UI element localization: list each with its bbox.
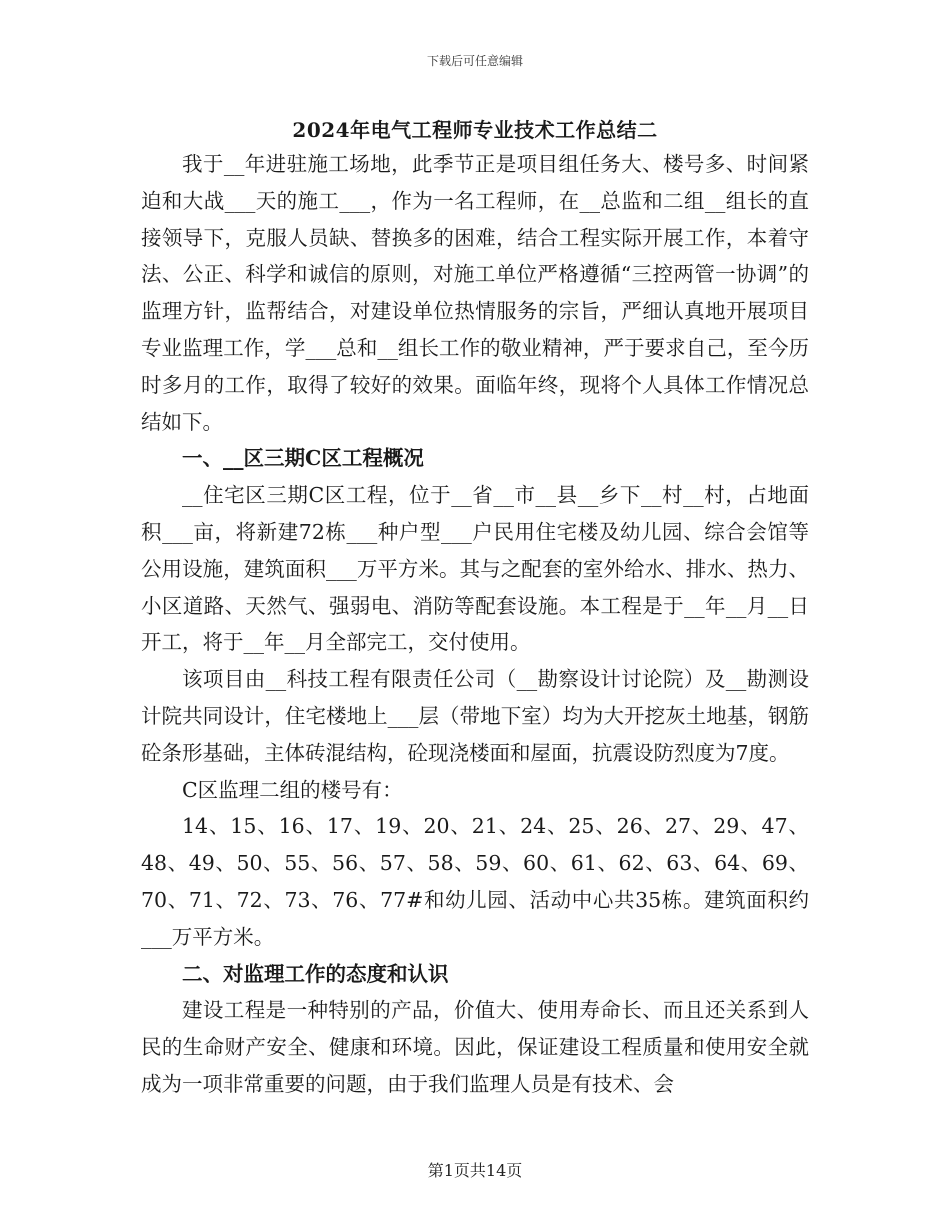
section-heading-1: 一、__区三期C区工程概况 xyxy=(182,446,424,471)
intro-paragraph: 我于__年进驻施工场地，此季节正是项目组任务大、楼号多、时间紧迫和大战___天的施工___，作为一名工程师，在__总监和二组__组长的直接领导下，克服人员缺、替换多的困难，结合工程实际开展工作，本着守法、公正、科学和诚信的原则，对施工单位严格遵循“三控两管一协调”的监理方针，监帮结合，对建设单位热情服务的宗旨，严细认真地开展项目专业监理工作，学___总和__组长工作的敬业精神，严于要求自己，至今历时多月的工作，取得了较好的效果。面临年终，现将个人具体工作情况总结如下。 xyxy=(141,152,809,434)
page-footer: 第1页共14页 xyxy=(427,1161,523,1180)
building-list-intro: C区监理二组的楼号有： xyxy=(182,777,403,802)
document-title: 2024年电气工程师专业技术工作总结二 xyxy=(292,118,658,142)
section-heading-2: 二、对监理工作的态度和认识 xyxy=(182,961,449,986)
document-body xyxy=(141,146,809,1103)
project-overview-paragraph: __住宅区三期C区工程，位于__省__市__县__乡下__村__村，占地面积___亩，将新建72栋___种户型___户民用住宅楼及幼儿园、综合会馆等公用设施，建筑面积___万平方米。其与之配套的室外给水、排水、热力、小区道路、天然气、强弱电、消防等配套设施。本工程是于__年__月__日开工，将于__年__月全部完工，交付使用。 xyxy=(141,483,809,655)
design-paragraph: 该项目由__科技工程有限责任公司（__勘察设计讨论院）及__勘测设计院共同设计，住宅楼地上___层（带地下室）均为大开挖灰土地基，钢筋砼条形基础，主体砖混结构，砼现浇楼面和屋面，抗震设防烈度为7度。 xyxy=(141,667,809,765)
attitude-paragraph: 建设工程是一种特别的产品，价值大、使用寿命长、而且还关系到人民的生命财产安全、健康和环境。因此，保证建设工程质量和使用安全就成为一项非常重要的问题，由于我们监理人员是有技术、会 xyxy=(141,998,809,1096)
header-note: 下载后可任意编辑 xyxy=(426,54,523,68)
building-number-list: 14、15、16、17、19、20、21、24、25、26、27、29、47、48、49、50、55、56、57、58、59、60、61、62、63、64、69、70、71、72、73、76、77#和幼儿园、活动中心共35栋。建筑面积约___万平方米。 xyxy=(141,814,809,949)
